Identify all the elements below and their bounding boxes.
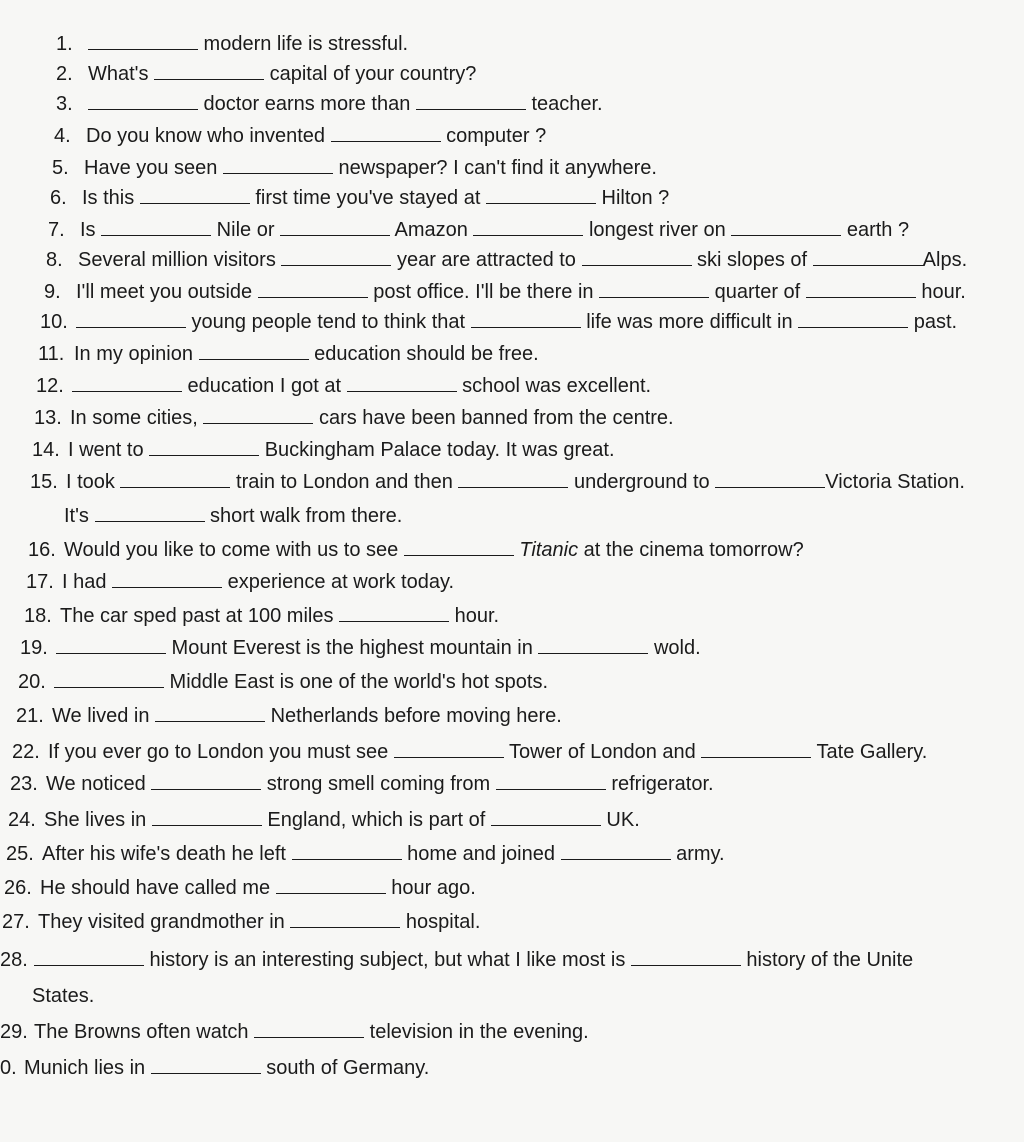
answer-blank[interactable] xyxy=(582,249,692,266)
answer-blank[interactable] xyxy=(813,249,923,266)
exercise-item-19 xyxy=(20,636,701,660)
item-text: ski slopes of xyxy=(691,249,813,271)
item-text: past. xyxy=(908,311,958,333)
answer-blank[interactable] xyxy=(152,809,262,826)
item-text: newspaper? I can't find it anywhere. xyxy=(332,157,657,179)
answer-blank[interactable] xyxy=(715,471,825,488)
item-text: wold. xyxy=(648,637,701,659)
item-text: Victoria Station. xyxy=(825,471,965,493)
item-number: 25. xyxy=(6,843,34,865)
item-number: 19. xyxy=(20,637,48,659)
item-text: I went to xyxy=(68,439,150,461)
exercise-item-25 xyxy=(6,842,725,866)
exercise-item-6 xyxy=(50,186,669,210)
item-text: Alps. xyxy=(922,249,968,271)
item-text: Amazon xyxy=(390,219,474,241)
answer-blank[interactable] xyxy=(140,187,250,204)
item-text: television in the evening. xyxy=(364,1021,589,1043)
answer-blank[interactable] xyxy=(394,741,504,758)
answer-blank[interactable] xyxy=(798,311,908,328)
item-text: England, which is part of xyxy=(261,809,491,831)
item-number: 22. xyxy=(12,741,40,763)
exercise-item-12 xyxy=(36,374,651,398)
item-text: longest river on xyxy=(583,219,732,241)
answer-blank[interactable] xyxy=(538,637,648,654)
item-number: 29. xyxy=(0,1021,28,1043)
item-number: 23. xyxy=(10,773,38,795)
answer-blank[interactable] xyxy=(491,809,601,826)
answer-blank[interactable] xyxy=(806,281,916,298)
item-text: short walk from there. xyxy=(204,505,403,527)
item-text: Would you like to come with us to see xyxy=(64,539,404,561)
answer-blank[interactable] xyxy=(151,773,261,790)
exercise-item-1 xyxy=(56,32,408,56)
exercise-item-5 xyxy=(52,156,657,180)
item-text: Netherlands before moving here. xyxy=(265,705,562,727)
exercise-item-14 xyxy=(32,438,615,462)
answer-blank[interactable] xyxy=(290,911,400,928)
item-number: 13. xyxy=(34,407,62,429)
item-text: Do you know who invented xyxy=(86,125,331,147)
item-text: education should be free. xyxy=(308,343,539,365)
exercise-item-3 xyxy=(56,92,603,116)
item-number: 28. xyxy=(0,949,28,971)
item-text: cars have been banned from the centre. xyxy=(313,407,674,429)
item-text: home and joined xyxy=(401,843,561,865)
item-text: In my opinion xyxy=(74,343,199,365)
exercise-item-28 xyxy=(0,948,913,972)
answer-blank[interactable] xyxy=(101,219,211,236)
answer-blank[interactable] xyxy=(339,605,449,622)
answer-blank[interactable] xyxy=(76,311,186,328)
item-text: If you ever go to London you must see xyxy=(48,741,394,763)
exercise-item-13 xyxy=(34,406,674,430)
item-text: earth ? xyxy=(841,219,910,241)
item-number: 7. xyxy=(48,219,65,241)
exercise-item-30 xyxy=(0,1056,429,1080)
item-text: UK. xyxy=(600,809,640,831)
answer-blank[interactable] xyxy=(88,33,198,50)
item-text: hour ago. xyxy=(385,877,476,899)
item-number: 4. xyxy=(54,125,71,147)
answer-blank[interactable] xyxy=(112,571,222,588)
answer-blank[interactable] xyxy=(254,1021,364,1038)
answer-blank[interactable] xyxy=(599,281,709,298)
answer-blank[interactable] xyxy=(281,249,391,266)
item-number: 14. xyxy=(32,439,60,461)
item-text: I'll meet you outside xyxy=(76,281,258,303)
item-text: Several million visitors xyxy=(78,249,282,271)
answer-blank[interactable] xyxy=(223,157,333,174)
item-number: 26. xyxy=(4,877,32,899)
exercise-item-7 xyxy=(48,218,909,242)
item-number: 12. xyxy=(36,375,64,397)
exercise-item-20 xyxy=(18,670,548,694)
exercise-item-29 xyxy=(0,1020,589,1044)
item-text: school was excellent. xyxy=(456,375,652,397)
item-text: modern life is stressful. xyxy=(198,33,409,55)
item-text: hour. xyxy=(915,281,966,303)
item-text: education I got at xyxy=(182,375,347,397)
item-text: I had xyxy=(62,571,113,593)
answer-blank[interactable] xyxy=(471,311,581,328)
answer-blank[interactable] xyxy=(701,741,811,758)
item-text: Is this xyxy=(82,187,140,209)
answer-blank[interactable] xyxy=(72,375,182,392)
item-text: experience at work today. xyxy=(222,571,455,593)
answer-blank[interactable] xyxy=(280,219,390,236)
item-text: The car sped past at 100 miles xyxy=(60,605,340,627)
exercise-item-22 xyxy=(12,740,927,764)
item-text: I took xyxy=(66,471,121,493)
item-number: 2. xyxy=(56,63,73,85)
item-text: army. xyxy=(670,843,725,865)
exercise-item-10 xyxy=(40,310,957,334)
item-number: 24. xyxy=(8,809,36,831)
item-number: 10. xyxy=(40,311,68,333)
item-text: strong smell coming from xyxy=(261,773,496,795)
item-number: 9. xyxy=(44,281,61,303)
item-number: 20. xyxy=(18,671,46,693)
exercise-item-23 xyxy=(10,772,714,796)
exercise-item-24 xyxy=(8,808,640,832)
answer-blank[interactable] xyxy=(292,843,402,860)
item-number: 0. xyxy=(0,1057,17,1079)
item-text: Is xyxy=(80,219,102,241)
item-text: at the cinema tomorrow? xyxy=(578,539,804,561)
answer-blank[interactable] xyxy=(331,125,441,142)
answer-blank[interactable] xyxy=(149,439,259,456)
item-text: first time you've stayed at xyxy=(249,187,486,209)
exercise-item-2 xyxy=(56,62,476,86)
answer-blank[interactable] xyxy=(88,93,198,110)
item-text: What's xyxy=(88,63,155,85)
item-text: hour. xyxy=(449,605,500,627)
answer-blank[interactable] xyxy=(199,343,309,360)
answer-blank[interactable] xyxy=(56,637,166,654)
exercise-item-27 xyxy=(2,910,480,934)
exercise-item-17 xyxy=(26,570,454,594)
answer-blank[interactable] xyxy=(404,539,514,556)
item-text: We noticed xyxy=(46,773,152,795)
exercise-item-28-continuation xyxy=(32,984,94,1008)
answer-blank[interactable] xyxy=(95,505,205,522)
answer-blank[interactable] xyxy=(54,671,164,688)
item-text: computer ? xyxy=(440,125,547,147)
item-text: doctor earns more than xyxy=(198,93,416,115)
item-text: Munich lies in xyxy=(24,1057,151,1079)
item-text: underground to xyxy=(568,471,716,493)
item-number: 3. xyxy=(56,93,73,115)
answer-blank[interactable] xyxy=(151,1057,261,1074)
answer-blank[interactable] xyxy=(486,187,596,204)
exercise-item-4 xyxy=(54,124,546,148)
item-number: 8. xyxy=(46,249,63,271)
item-number: 1. xyxy=(56,33,73,55)
answer-blank[interactable] xyxy=(34,949,144,966)
item-text: Tower of London and xyxy=(503,741,702,763)
exercise-item-16 xyxy=(28,538,804,562)
item-text: life was more difficult in xyxy=(580,311,799,333)
item-text: quarter of xyxy=(709,281,806,303)
answer-blank[interactable] xyxy=(203,407,313,424)
item-text: She lives in xyxy=(44,809,152,831)
item-text: history of the Unite xyxy=(740,949,914,971)
item-number: 21. xyxy=(16,705,44,727)
exercise-item-15-continuation xyxy=(64,504,402,528)
item-number: 5. xyxy=(52,157,69,179)
item-number: 27. xyxy=(2,911,30,933)
answer-blank[interactable] xyxy=(473,219,583,236)
exercise-item-9 xyxy=(44,280,966,304)
item-text: south of Germany. xyxy=(260,1057,430,1079)
exercise-item-18 xyxy=(24,604,499,628)
answer-blank[interactable] xyxy=(258,281,368,298)
answer-blank[interactable] xyxy=(731,219,841,236)
item-text: capital of your country? xyxy=(264,63,477,85)
answer-blank[interactable] xyxy=(154,63,264,80)
item-text: The Browns often watch xyxy=(34,1021,255,1043)
exercise-item-21 xyxy=(16,704,562,728)
item-text: We lived in xyxy=(52,705,156,727)
item-text: train to London and then xyxy=(230,471,459,493)
item-text: In some cities, xyxy=(70,407,204,429)
item-number: 15. xyxy=(30,471,58,493)
exercise-item-11 xyxy=(38,342,539,366)
item-text: Hilton ? xyxy=(595,187,670,209)
item-text: Nile or xyxy=(211,219,281,241)
item-text: Tate Gallery. xyxy=(811,741,928,763)
item-text: States. xyxy=(32,985,95,1007)
answer-blank[interactable] xyxy=(276,877,386,894)
item-text: young people tend to think that xyxy=(186,311,471,333)
answer-blank[interactable] xyxy=(347,375,457,392)
answer-blank[interactable] xyxy=(155,705,265,722)
item-number: 16. xyxy=(28,539,56,561)
item-text: Have you seen xyxy=(84,157,223,179)
item-text: teacher. xyxy=(525,93,603,115)
item-text: Buckingham Palace today. It was great. xyxy=(259,439,615,461)
item-text: He should have called me xyxy=(40,877,276,899)
answer-blank[interactable] xyxy=(631,949,741,966)
item-number: 11. xyxy=(38,343,65,365)
item-text: year are attracted to xyxy=(391,249,582,271)
film-title: Titanic xyxy=(519,539,579,561)
item-number: 17. xyxy=(26,571,54,593)
item-number: 18. xyxy=(24,605,52,627)
item-text: They visited grandmother in xyxy=(38,911,291,933)
item-text: After his wife's death he left xyxy=(42,843,292,865)
answer-blank[interactable] xyxy=(120,471,230,488)
exercise-item-8 xyxy=(46,248,967,272)
item-text: It's xyxy=(64,505,95,527)
item-text: refrigerator. xyxy=(605,773,714,795)
item-text: Mount Everest is the highest mountain in xyxy=(166,637,539,659)
item-text: post office. I'll be there in xyxy=(367,281,600,303)
answer-blank[interactable] xyxy=(496,773,606,790)
answer-blank[interactable] xyxy=(416,93,526,110)
answer-blank[interactable] xyxy=(561,843,671,860)
item-text: history is an interesting subject, but what I like most is xyxy=(144,949,631,971)
exercise-item-26 xyxy=(4,876,476,900)
answer-blank[interactable] xyxy=(458,471,568,488)
item-number: 6. xyxy=(50,187,67,209)
item-text: hospital. xyxy=(400,911,481,933)
exercise-item-15 xyxy=(30,470,965,494)
item-text: Middle East is one of the world's hot spots. xyxy=(164,671,549,693)
